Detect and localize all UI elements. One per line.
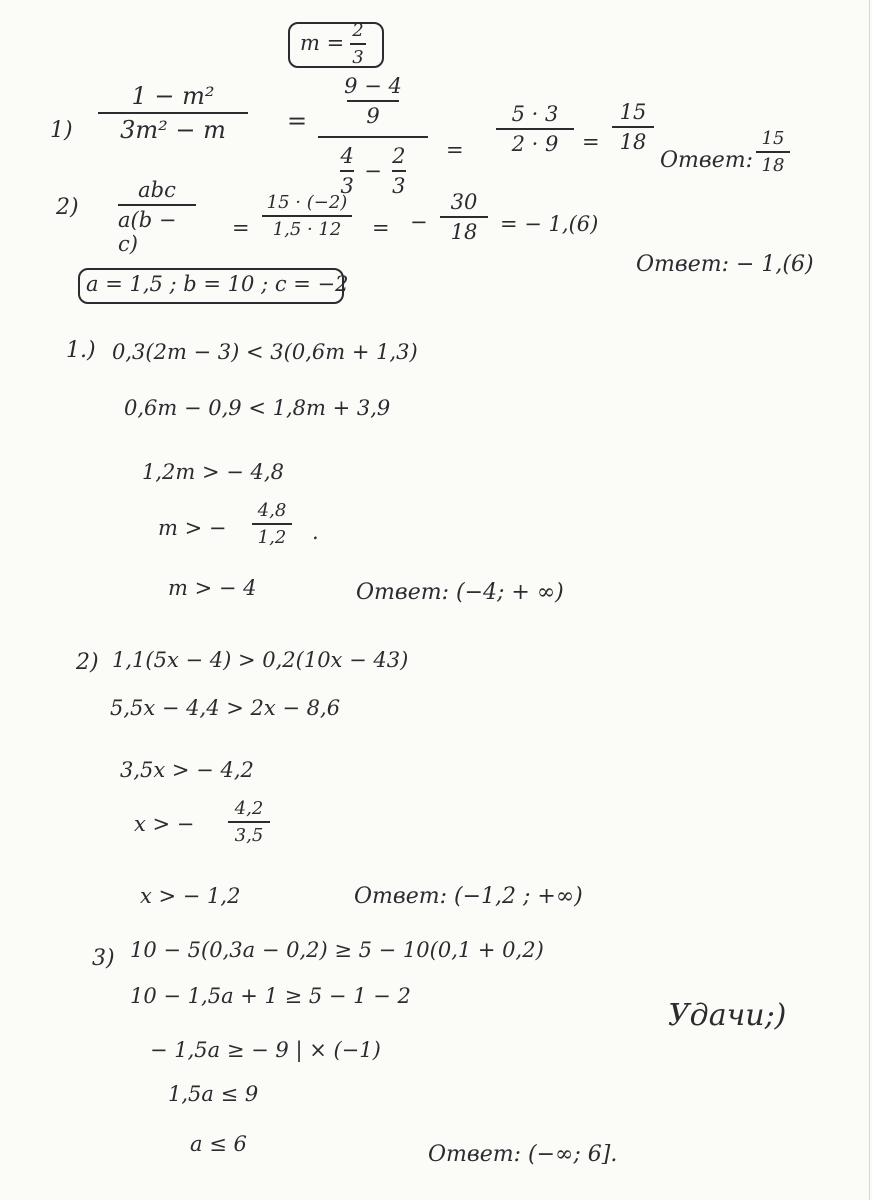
fraction-result	[612, 100, 654, 154]
inner-fraction-num-den: 9	[366, 104, 380, 128]
fraction-denominator: 3m² − m	[120, 116, 226, 144]
fraction-numerator: abc	[138, 178, 176, 202]
step-line: 1,5a ≤ 9	[168, 1082, 259, 1106]
fraction-expression	[98, 82, 248, 144]
inner-fraction-num-num: 9 − 4	[344, 74, 402, 98]
answer-label: Ответ:	[660, 148, 753, 173]
fraction-denominator: 1,2	[257, 527, 287, 548]
answer-text: Ответ: (−1,2 ; +∞)	[354, 884, 583, 909]
sub-fraction-den: 3	[392, 174, 406, 198]
fraction-bar	[440, 216, 488, 218]
fraction-bar	[228, 821, 270, 823]
fraction-denominator: 18	[450, 220, 478, 244]
answer-fraction	[756, 128, 790, 176]
answer-den: 18	[761, 155, 785, 176]
answer-text: Ответ: − 1,(6)	[636, 252, 814, 277]
fraction-bar	[612, 126, 654, 128]
equals-sign: =	[287, 107, 308, 135]
minus-sign: −	[364, 159, 382, 183]
page-edge	[869, 0, 870, 1200]
fraction-numerator: 30	[450, 190, 478, 214]
step-fraction	[228, 798, 270, 846]
fraction-denominator: 3,5	[234, 825, 264, 846]
fraction-bar	[118, 204, 196, 206]
problem-index: 2)	[76, 650, 99, 675]
step-line: x > − 1,2	[140, 884, 241, 908]
denominator-row	[340, 144, 406, 198]
fraction-bar	[392, 170, 406, 172]
step-line: 10 − 1,5a + 1 ≥ 5 − 1 − 2	[130, 984, 411, 1008]
problem-index: 1.)	[66, 338, 96, 363]
equals-sign: =	[582, 130, 600, 154]
step-line: 5,5x − 4,4 > 2x − 8,6	[110, 696, 341, 720]
fraction-expression	[440, 190, 488, 244]
fraction-expression	[262, 192, 352, 240]
fraction-bar	[98, 112, 248, 114]
answer-text: Ответ: (−4; + ∞)	[356, 580, 564, 605]
step-line: − 1,5a ≥ − 9 | × (−1)	[150, 1038, 381, 1062]
problem-index: 3)	[92, 946, 115, 971]
step-line: 3,5x > − 4,2	[120, 758, 254, 782]
fraction-denominator: a(b − c)	[118, 208, 177, 256]
fraction-expression	[118, 178, 196, 256]
equals-sign: =	[446, 138, 464, 162]
fraction-bar	[347, 100, 399, 102]
given-m-den: 3	[352, 47, 364, 68]
fraction-expression	[496, 102, 574, 156]
sub-fraction-den: 3	[340, 174, 354, 198]
sub-fraction	[392, 144, 406, 198]
fraction-numerator: 15	[619, 100, 647, 124]
step-line: 0,3(2m − 3) < 3(0,6m + 1,3)	[112, 340, 418, 364]
step-line: 1,1(5x − 4) > 0,2(10x − 43)	[112, 648, 409, 672]
step-line: 10 − 5(0,3a − 0,2) ≥ 5 − 10(0,1 + 0,2)	[130, 938, 544, 962]
fraction-numerator: 4,8	[257, 500, 287, 521]
given-m-fraction	[350, 20, 366, 68]
fraction-denominator: 2 · 9	[511, 132, 559, 156]
main-fraction-bar	[318, 136, 428, 138]
equals-sign: =	[372, 216, 390, 240]
answer-text: Ответ: (−∞; 6].	[428, 1142, 618, 1167]
fraction-numerator: 15 · (−2)	[266, 192, 348, 213]
step-fraction	[252, 500, 292, 548]
fraction-denominator: 1,5 · 12	[272, 219, 342, 240]
fraction-bar	[340, 170, 354, 172]
fraction-bar	[496, 128, 574, 130]
fraction-bar	[262, 215, 352, 217]
trailing-dot: .	[312, 520, 319, 544]
given-abc: a = 1,5 ; b = 10 ; c = −2	[86, 272, 349, 296]
step-line: m > −	[158, 516, 227, 540]
sub-fraction-num: 4	[340, 144, 354, 168]
fraction-bar	[252, 523, 292, 525]
step-line: a ≤ 6	[190, 1132, 247, 1156]
sub-fraction-num: 2	[392, 144, 406, 168]
given-m-num: 2	[352, 20, 364, 41]
signoff-text: Удачи;)	[668, 998, 787, 1033]
step-line: 0,6m − 0,9 < 1,8m + 3,9	[124, 396, 391, 420]
fraction-bar	[350, 43, 366, 45]
fraction-numerator: 1 − m²	[131, 82, 215, 110]
minus-sign: −	[410, 210, 428, 234]
given-m-label: m =	[300, 31, 345, 55]
complex-fraction	[318, 74, 428, 198]
answer-num: 15	[761, 128, 785, 149]
fraction-numerator: 4,2	[234, 798, 264, 819]
step-line: 1,2m > − 4,8	[142, 460, 284, 484]
fraction-bar	[756, 151, 790, 153]
sub-fraction	[340, 144, 354, 198]
result-tail: = − 1,(6)	[500, 212, 599, 236]
step-line: m > − 4	[168, 576, 257, 600]
fraction-numerator: 5 · 3	[511, 102, 559, 126]
problem-index: 2)	[56, 195, 79, 220]
problem-index: 1)	[50, 118, 73, 143]
step-line: x > −	[134, 812, 195, 836]
equals-sign: =	[232, 216, 250, 240]
fraction-denominator: 18	[619, 130, 647, 154]
